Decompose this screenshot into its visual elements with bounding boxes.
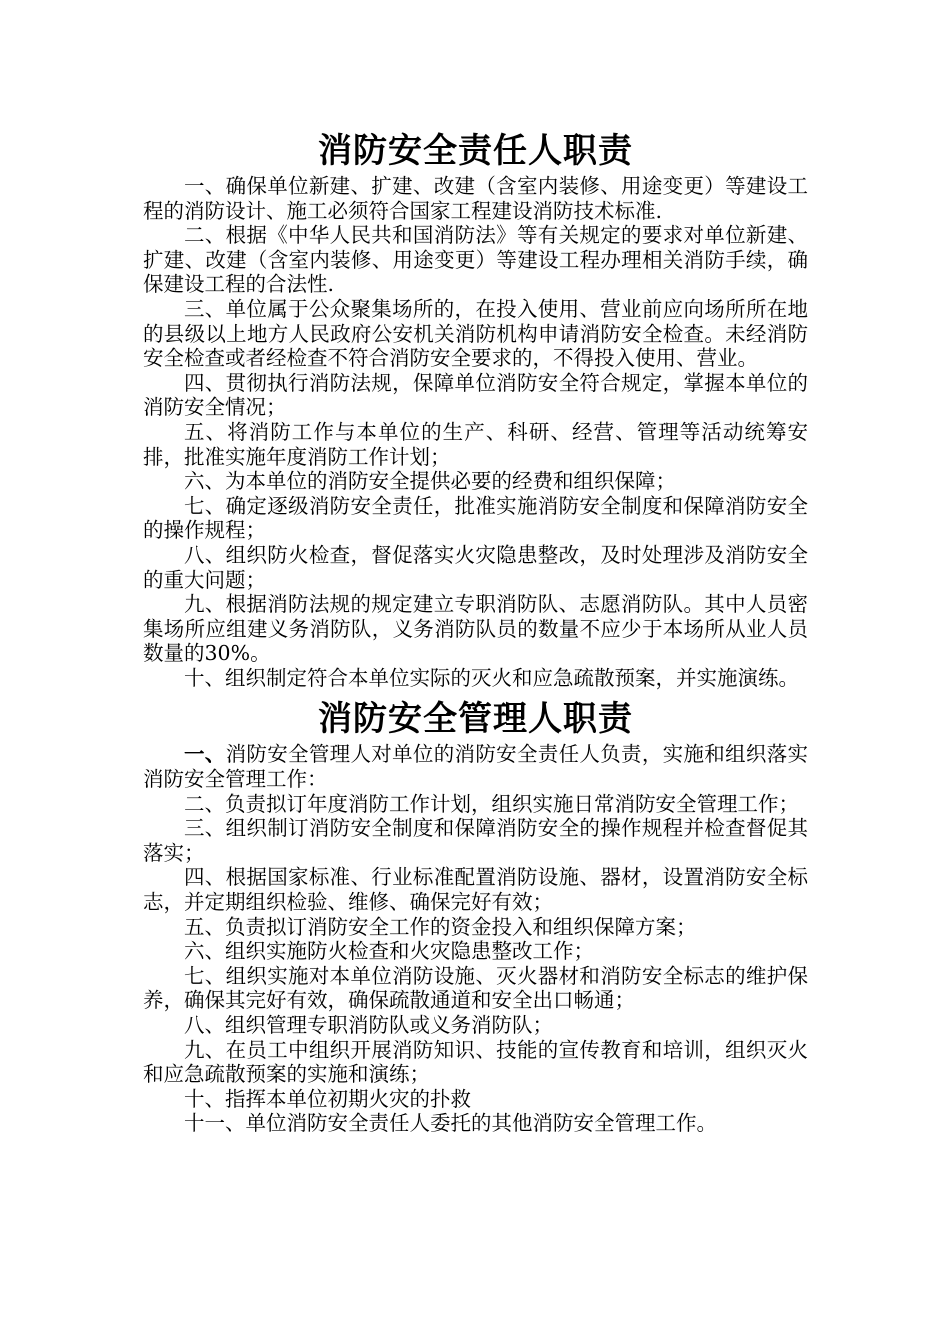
document-page bbox=[143, 128, 808, 1136]
duty-item: 一、消防安全管理人对单位的消防安全责任人负责，实施和组织落实消防安全管理工作： bbox=[143, 742, 809, 792]
duty-item: 八、组织管理专职消防队或义务消防队； bbox=[184, 1013, 553, 1037]
duty-item: 四、根据国家标准、行业标准配置消防设施、器材，设置消防安全标志，并定期组织检验、维修、确保完好有效； bbox=[143, 865, 808, 915]
duty-item: 二、负责拟订年度消防工作计划，组织实施日常消防安全管理工作； bbox=[184, 791, 799, 816]
duty-item: 三、组织制订消防安全制度和保障消防安全的操作规程并检查督促其落实； bbox=[143, 816, 808, 865]
duty-item: 三、单位属于公众聚集场所的，在投入使用、营业前应向场所所在地的县级以上地方人民政府公安机关消防机构申请消防安全检查。未经消防安全检查或者经检查不符合消防安全要求的，不得投入使用、营业。 bbox=[143, 296, 808, 371]
duty-item: 六、为本单位的消防安全提供必要的经费和组织保障； bbox=[184, 469, 676, 494]
duty-item: 四、贯彻执行消防法规，保障单位消防安全符合规定，掌握本单位的消防安全情况； bbox=[143, 370, 808, 420]
section-responsible-person bbox=[143, 128, 808, 690]
duty-item: 九、在员工中组织开展消防知识、技能的宣传教育和培训，组织灭火和应急疏散预案的实施和演练； bbox=[143, 1037, 808, 1087]
duty-item: 七、确定逐级消防安全责任，批准实施消防安全制度和保障消防安全的操作规程； bbox=[143, 493, 808, 543]
section-management-person bbox=[143, 696, 808, 1136]
duty-item: 七、组织实施对本单位消防设施、灭火器材和消防安全标志的维护保养，确保其完好有效，确保疏散通道和安全出口畅通； bbox=[143, 963, 808, 1013]
section-title: 消防安全责任人职责 bbox=[318, 131, 633, 171]
duty-item: 五、负责拟订消防安全工作的资金投入和组织保障方案； bbox=[184, 914, 697, 939]
duty-item: 十、指挥本单位初期火灾的扑救 bbox=[184, 1086, 471, 1111]
duty-item: 九、根据消防法规的规定建立专职消防队、志愿消防队。其中人员密集场所应组建义务消防队，义务消防队员的数量不应少于本场所从业人员数量的30%。 bbox=[143, 592, 808, 666]
section-title: 消防安全管理人职责 bbox=[318, 699, 633, 740]
duty-item: 十、组织制定符合本单位实际的灭火和应急疏散预案，并实施演练。 bbox=[184, 665, 799, 690]
duty-item: 八、组织防火检查，督促落实火灾隐患整改，及时处理涉及消防安全的重大问题； bbox=[143, 542, 808, 592]
duty-item: 六、组织实施防火检查和火灾隐患整改工作； bbox=[184, 939, 594, 964]
duty-item: 一、确保单位新建、扩建、改建（含室内装修、用途变更）等建设工程的消防设计、施工必须符合国家工程建设消防技术标准. bbox=[143, 174, 808, 223]
duty-item: 二、根据《中华人民共和国消防法》等有关规定的要求对单位新建、扩建、改建（含室内装修、用途变更）等建设工程办理相关消防手续，确保建设工程的合法性. bbox=[143, 223, 808, 297]
duty-item: 五、将消防工作与本单位的生产、科研、经营、管理等活动统筹安排，批准实施年度消防工作计划； bbox=[143, 419, 808, 469]
duty-item: 十一、单位消防安全责任人委托的其他消防安全管理工作。 bbox=[184, 1111, 717, 1136]
